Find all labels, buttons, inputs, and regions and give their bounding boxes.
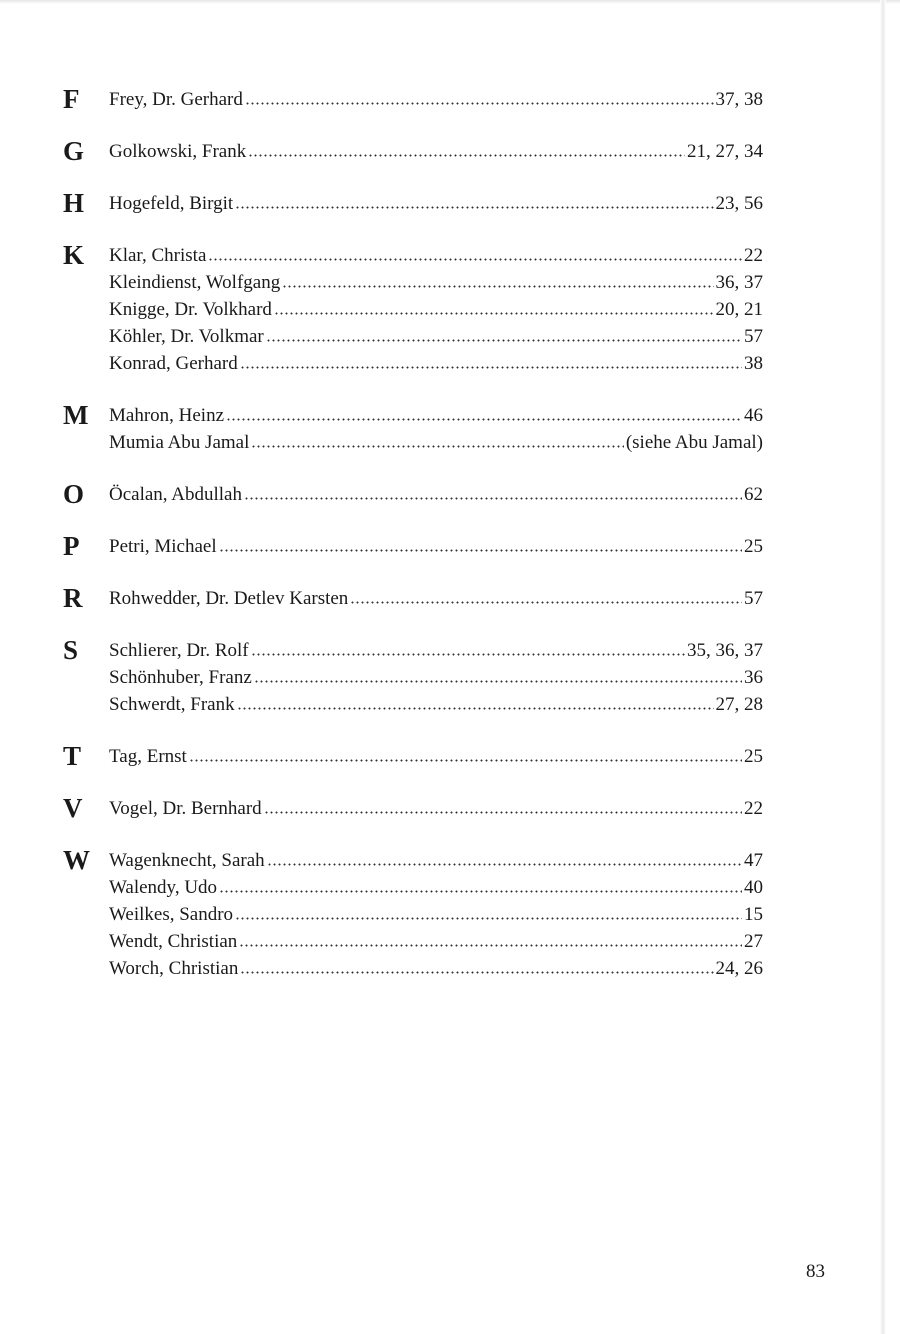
index-entry <box>109 242 763 269</box>
entry-pages: 35, 36, 37 <box>687 640 763 661</box>
index-entries <box>109 190 763 217</box>
entry-name: Klar, Christa <box>109 245 207 266</box>
entry-pages: 62 <box>744 484 763 505</box>
entry-name: Tag, Ernst <box>109 746 187 767</box>
entry-pages: 21, 27, 34 <box>687 141 763 162</box>
entry-name: Mahron, Heinz <box>109 405 225 426</box>
entry-name: Wagenknecht, Sarah <box>109 850 265 871</box>
dot-leader <box>189 743 742 762</box>
entry-name: Frey, Dr. Gerhard <box>109 89 243 110</box>
index-entries <box>109 481 763 508</box>
index-entry <box>109 874 763 901</box>
dot-leader <box>239 928 742 947</box>
index-group <box>63 138 763 165</box>
index-entry <box>109 955 763 982</box>
index-entries <box>109 585 763 612</box>
entry-pages: 27, 28 <box>715 694 763 715</box>
entry-pages: 25 <box>744 746 763 767</box>
index-group <box>63 637 763 718</box>
entry-pages: 24, 26 <box>715 958 763 979</box>
dot-leader <box>267 847 742 866</box>
dot-leader <box>264 795 742 814</box>
dot-leader <box>240 350 742 369</box>
index-letter: P <box>63 531 80 561</box>
index-entry <box>109 429 763 456</box>
index-entries <box>109 637 763 718</box>
index-entry <box>109 323 763 350</box>
index-entries <box>109 533 763 560</box>
entry-pages: 38 <box>744 353 763 374</box>
entry-pages: 20, 21 <box>715 299 763 320</box>
entry-name: Walendy, Udo <box>109 877 218 898</box>
entry-name: Öcalan, Abdullah <box>109 484 242 505</box>
index-entry <box>109 269 763 296</box>
dot-leader <box>240 955 713 974</box>
index-letter: T <box>63 741 82 771</box>
dot-leader <box>266 323 742 342</box>
index-entry <box>109 664 763 691</box>
index-group <box>63 190 763 217</box>
index-entry <box>109 795 763 822</box>
dot-leader <box>226 402 742 421</box>
index-entry <box>109 190 763 217</box>
index-entries <box>109 86 763 113</box>
entry-name: Kleindienst, Wolfgang <box>109 272 281 293</box>
entry-pages: 40 <box>744 877 763 898</box>
dot-leader <box>350 585 742 604</box>
index-letter: K <box>63 240 85 270</box>
dot-leader <box>219 874 742 893</box>
dot-leader <box>248 138 685 157</box>
page-number: 83 <box>806 1261 825 1282</box>
entry-name: Golkowski, Frank <box>109 141 247 162</box>
dot-leader <box>237 691 714 710</box>
entry-name: Worch, Christian <box>109 958 239 979</box>
index-letter: H <box>63 188 85 218</box>
index-entry <box>109 691 763 718</box>
index-entry <box>109 86 763 113</box>
index-entry <box>109 901 763 928</box>
index-entry <box>109 138 763 165</box>
index-entry <box>109 847 763 874</box>
index-letter: M <box>63 400 89 430</box>
dot-leader <box>219 533 742 552</box>
index-letter: F <box>63 84 80 114</box>
index-group <box>63 585 763 612</box>
dot-leader <box>251 429 623 448</box>
name-index <box>63 86 763 1007</box>
entry-name: Mumia Abu Jamal <box>109 432 250 453</box>
entry-name: Schönhuber, Franz <box>109 667 252 688</box>
index-letter: S <box>63 635 79 665</box>
index-group <box>63 847 763 982</box>
index-entries <box>109 242 763 377</box>
index-group <box>63 743 763 770</box>
dot-leader <box>245 86 714 105</box>
index-entries <box>109 743 763 770</box>
entry-pages: 57 <box>744 326 763 347</box>
entry-pages: 27 <box>744 931 763 952</box>
entry-name: Vogel, Dr. Bernhard <box>109 798 262 819</box>
index-entry <box>109 481 763 508</box>
dot-leader <box>244 481 742 500</box>
index-entry <box>109 533 763 560</box>
index-group <box>63 481 763 508</box>
index-entry <box>109 743 763 770</box>
entry-name: Petri, Michael <box>109 536 217 557</box>
index-entries <box>109 847 763 982</box>
index-letter: O <box>63 479 85 509</box>
dot-leader <box>235 190 713 209</box>
index-entry <box>109 928 763 955</box>
entry-pages: 36, 37 <box>715 272 763 293</box>
entry-pages: 57 <box>744 588 763 609</box>
entry-name: Hogefeld, Birgit <box>109 193 234 214</box>
entry-pages: 22 <box>744 798 763 819</box>
dot-leader <box>235 901 742 920</box>
entry-pages: 47 <box>744 850 763 871</box>
index-letter: W <box>63 845 90 875</box>
dot-leader <box>251 637 685 656</box>
dot-leader <box>208 242 742 261</box>
index-letter: V <box>63 793 83 823</box>
entry-pages: 15 <box>744 904 763 925</box>
page-top-edge <box>0 0 900 4</box>
index-entry <box>109 585 763 612</box>
index-entries <box>109 795 763 822</box>
index-group <box>63 533 763 560</box>
index-entry <box>109 296 763 323</box>
entry-pages: 37, 38 <box>715 89 763 110</box>
index-group <box>63 242 763 377</box>
entry-pages: 25 <box>744 536 763 557</box>
index-entries <box>109 138 763 165</box>
entry-name: Wendt, Christian <box>109 931 238 952</box>
entry-pages: 46 <box>744 405 763 426</box>
index-entry <box>109 402 763 429</box>
index-entries <box>109 402 763 456</box>
index-group <box>63 795 763 822</box>
entry-name: Weilkes, Sandro <box>109 904 234 925</box>
entry-pages: 23, 56 <box>715 193 763 214</box>
entry-pages: (siehe Abu Jamal) <box>625 432 763 453</box>
entry-name: Köhler, Dr. Volkmar <box>109 326 264 347</box>
entry-pages: 22 <box>744 245 763 266</box>
dot-leader <box>254 664 742 683</box>
entry-pages: 36 <box>744 667 763 688</box>
index-entry <box>109 350 763 377</box>
index-entry <box>109 637 763 664</box>
index-letter: G <box>63 136 85 166</box>
entry-name: Schlierer, Dr. Rolf <box>109 640 249 661</box>
dot-leader <box>274 296 714 315</box>
entry-name: Konrad, Gerhard <box>109 353 238 374</box>
page-right-edge <box>880 0 886 1334</box>
index-letter: R <box>63 583 83 613</box>
entry-name: Knigge, Dr. Volkhard <box>109 299 272 320</box>
entry-name: Rohwedder, Dr. Detlev Karsten <box>109 588 349 609</box>
index-group <box>63 402 763 456</box>
dot-leader <box>282 269 713 288</box>
index-group <box>63 86 763 113</box>
entry-name: Schwerdt, Frank <box>109 694 235 715</box>
